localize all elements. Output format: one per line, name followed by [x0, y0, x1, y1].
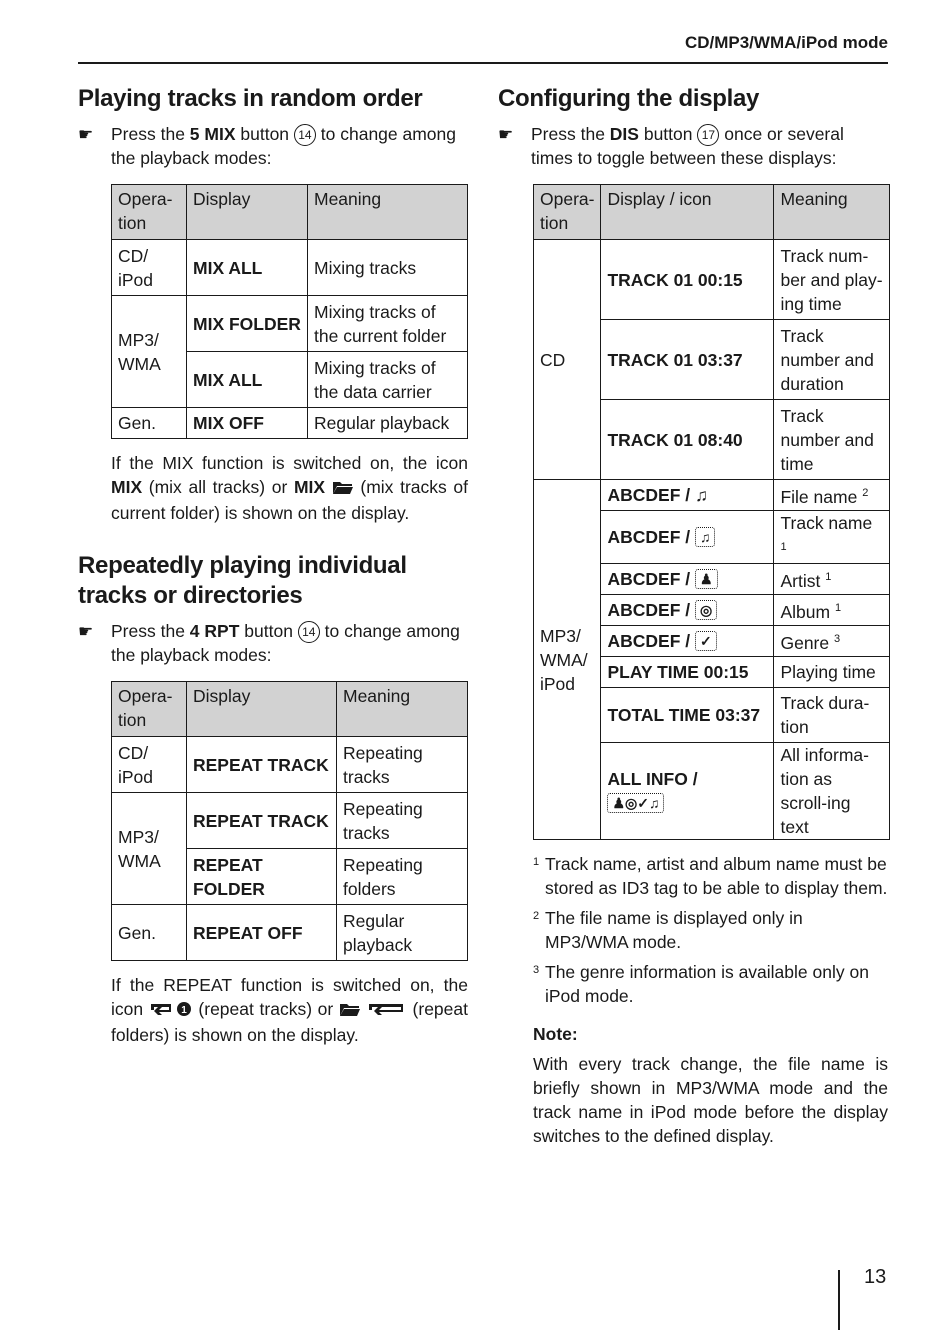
display-cell: REPEAT TRACK: [187, 793, 337, 849]
button-number-badge: 17: [697, 124, 719, 146]
footnote: 2 The file name is displayed only in MP3/WMA mode.: [533, 908, 803, 952]
meaning-cell: Mixing tracks of the data carrier: [308, 352, 468, 408]
repeat-folder-icon: [339, 999, 407, 1023]
display-cell: MIX ALL: [187, 352, 308, 408]
table-header: Meaning: [337, 682, 468, 737]
meaning-cell: Genre $^3$: [774, 626, 890, 657]
meaning-cell: Repeating tracks: [337, 737, 468, 793]
display-cell: REPEAT FOLDER: [187, 849, 337, 905]
operation-cell: CD/ iPod: [112, 737, 187, 793]
table-header: Opera-tion: [112, 682, 187, 737]
table-header: Meaning: [308, 185, 468, 240]
footnotes: [498, 852, 888, 1148]
page-number-rule: [838, 1270, 840, 1330]
all-info-icons: ♟◎✓♫: [607, 793, 664, 813]
operation-cell: CD: [534, 240, 601, 480]
meaning-cell: Mixing tracks: [308, 240, 468, 296]
operation-cell: MP3/ WMA/ iPod: [534, 480, 601, 840]
music-note-icon: ♫: [694, 485, 709, 505]
random-description: If the MIX function is switched on, the icon MIX (mix all tracks) or MIX (mix tracks of current folder) is shown on the display.: [111, 453, 468, 523]
meaning-cell: All informa-tion as scroll-ing text: [774, 743, 890, 840]
meaning-cell: Repeating tracks: [337, 793, 468, 849]
operation-cell: CD/ iPod: [112, 240, 187, 296]
display-cell: REPEAT OFF: [187, 905, 337, 961]
operation-cell: Gen.: [112, 408, 187, 439]
meaning-cell: File name $^2$: [774, 480, 890, 511]
meaning-cell: Track number and time: [774, 400, 890, 480]
display-cell: TRACK 01 08:40: [601, 400, 774, 480]
svg-text:1: 1: [180, 1005, 187, 1016]
meaning-cell: Repeating folders: [337, 849, 468, 905]
repeat-heading: Repeatedly playing individual tracks or directories: [78, 552, 407, 609]
note-title: Note:: [533, 1024, 578, 1044]
mix-button-label: 5 MIX: [189, 124, 236, 144]
display-cell: MIX FOLDER: [187, 296, 308, 352]
display-cell: ABCDEF / ◎: [601, 595, 774, 626]
meaning-cell: Playing time: [774, 657, 890, 688]
footnote: 3 The genre information is available only on iPod mode.: [533, 962, 869, 1006]
table-header: Opera-tion: [534, 185, 601, 240]
meaning-cell: Regular playback: [337, 905, 468, 961]
pointing-hand-icon: ☛: [498, 125, 514, 144]
display-heading: Configuring the display: [498, 85, 760, 112]
table-header: Display: [187, 682, 337, 737]
header-rule: [78, 62, 888, 64]
note-text: With every track change, the file name is briefly shown in MP3/WMA mode and the track name in iPod mode before the display switches to the defined display.: [533, 1054, 888, 1146]
table-header: Display: [187, 185, 308, 240]
display-cell: ABCDEF / ♫: [601, 480, 774, 511]
folder-icon: [332, 477, 354, 501]
footnote: 1 Track name, artist and album name must be stored as ID3 tag to be able to display them.: [533, 854, 888, 898]
display-cell: TRACK 01 03:37: [601, 320, 774, 400]
rpt-button-label: 4 RPT: [189, 621, 240, 641]
page-number: 13: [864, 1266, 887, 1288]
mix-folder-icon-label: MIX: [293, 477, 326, 497]
display-cell: PLAY TIME 00:15: [601, 657, 774, 688]
display-cell: REPEAT TRACK: [187, 737, 337, 793]
meaning-cell: Artist $^1$: [774, 564, 890, 595]
repeat-one-icon: [149, 999, 193, 1023]
operation-cell: Gen.: [112, 905, 187, 961]
meaning-cell: Regular playback: [308, 408, 468, 439]
table-header: Display / icon: [601, 185, 774, 240]
button-number-badge: 14: [294, 124, 316, 146]
meaning-cell: Track number and duration: [774, 320, 890, 400]
album-disc-icon: ◎: [695, 600, 717, 620]
left-column: [78, 84, 468, 1047]
track-note-icon: ♫: [695, 527, 716, 547]
repeat-description: If the REPEAT function is switched on, the icon 1 (repeat tracks) or (repeat folders) is shown on the display.: [111, 975, 468, 1045]
header-title: CD/MP3/WMA/iPod mode: [684, 33, 888, 52]
repeat-table: [111, 681, 468, 961]
artist-icon: ♟: [695, 569, 718, 589]
display-cell: ABCDEF / ✓: [601, 626, 774, 657]
display-cell: MIX OFF: [187, 408, 308, 439]
right-column: [498, 84, 888, 1148]
display-cell: TRACK 01 00:15: [601, 240, 774, 320]
display-cell: MIX ALL: [187, 240, 308, 296]
display-cell: ABCDEF / ♟: [601, 564, 774, 595]
random-table: [111, 184, 468, 439]
table-header: Meaning: [774, 185, 890, 240]
mix-icon-label: MIX: [111, 477, 143, 497]
repeat-instruction: ☛ Press the 4 RPT button 14 to change among the playback modes:: [78, 621, 460, 665]
dis-button-label: DIS: [609, 124, 639, 144]
operation-cell: MP3/ WMA: [112, 793, 187, 905]
meaning-cell: Track name $^1$: [774, 511, 890, 564]
meaning-cell: Mixing tracks of the current folder: [308, 296, 468, 352]
display-cell: ABCDEF / ♫: [601, 511, 774, 564]
display-instruction: ☛ Press the DIS button 17 once or several times to toggle between these displays:: [498, 124, 844, 168]
pointing-hand-icon: ☛: [78, 125, 94, 144]
meaning-cell: Track dura-tion: [774, 688, 890, 743]
button-number-badge: 14: [298, 621, 320, 643]
display-table: [533, 184, 890, 840]
random-heading: Playing tracks in random order: [78, 85, 423, 112]
pointing-hand-icon: ☛: [78, 622, 94, 641]
meaning-cell: Track num-ber and play-ing time: [774, 240, 890, 320]
table-header: Opera-tion: [112, 185, 187, 240]
display-cell: TOTAL TIME 03:37: [601, 688, 774, 743]
random-instruction: ☛ Press the 5 MIX button 14 to change among the playback modes:: [78, 124, 457, 168]
guitar-genre-icon: ✓: [695, 631, 717, 651]
display-cell: ALL INFO / ♟◎✓♫: [601, 743, 774, 840]
operation-cell: MP3/ WMA: [112, 296, 187, 408]
meaning-cell: Album $^1$: [774, 595, 890, 626]
